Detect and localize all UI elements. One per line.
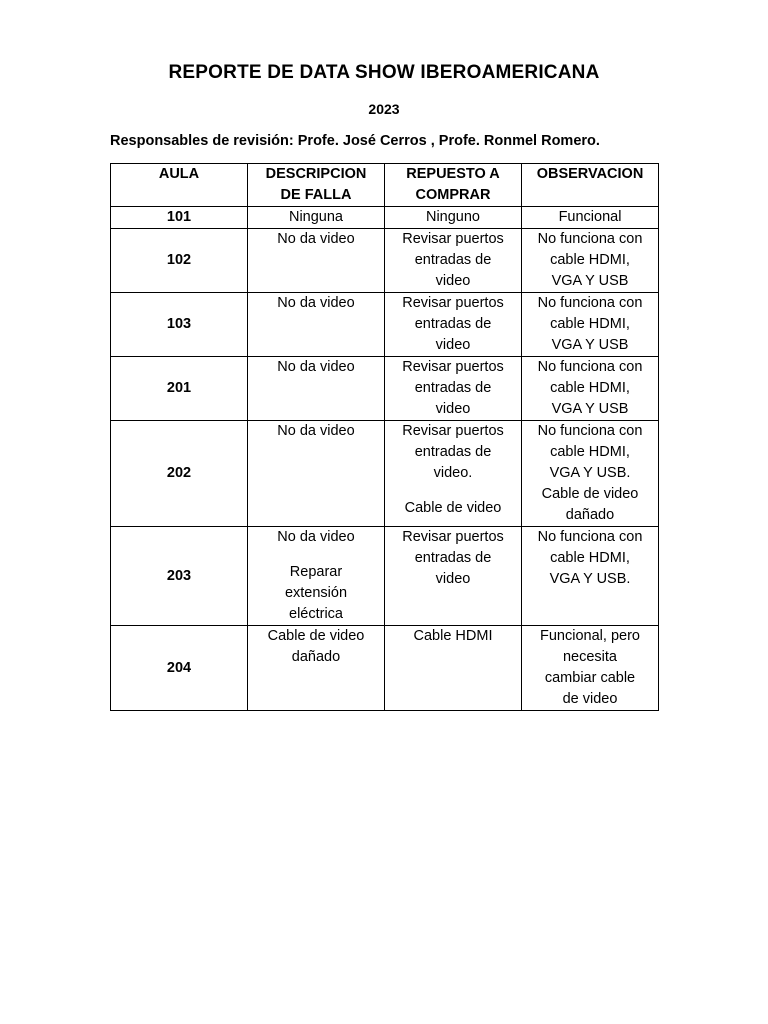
header-repuesto <box>385 164 522 207</box>
cell-text-line: No funciona con <box>537 529 643 545</box>
cell-repuesto <box>385 357 522 421</box>
cell-text-line: video <box>435 571 471 587</box>
cell-text-line: Cable de video <box>404 500 502 516</box>
header-observacion <box>522 164 659 207</box>
table-row <box>111 626 659 711</box>
cell-repuesto <box>385 527 522 626</box>
cell-text-line: cable HDMI, <box>550 444 630 460</box>
table-row <box>111 527 659 626</box>
cell-repuesto <box>385 207 522 229</box>
cell-text-line: DESCRIPCION <box>265 166 367 182</box>
cell-text-line: REPUESTO A <box>406 166 500 182</box>
cell-text-line: COMPRAR <box>415 187 491 203</box>
cell-text-line: Revisar puertos <box>402 231 504 247</box>
cell-text-line: VGA Y USB <box>551 401 629 417</box>
cell-text-line: Reparar <box>289 564 343 580</box>
cell-text-line: cambiar cable <box>544 670 636 686</box>
cell-text-line: cable HDMI, <box>550 550 630 566</box>
table-row <box>111 293 659 357</box>
cell-text-line: Ninguna <box>288 209 343 225</box>
cell-text-line: Cable de video <box>267 628 365 644</box>
cell-text-line: Revisar puertos <box>402 295 504 311</box>
cell-text-line: Funcional, pero <box>540 628 640 644</box>
cell-text-line: cable HDMI, <box>550 252 630 268</box>
cell-text-line: video <box>435 401 471 417</box>
cell-aula: 203 <box>111 527 248 626</box>
cell-spacer <box>252 548 380 562</box>
cell-text-line: entradas de <box>414 550 492 566</box>
cell-repuesto <box>385 229 522 293</box>
header-descripcion <box>248 164 385 207</box>
cell-text-line: dañado <box>565 507 615 523</box>
cell-text-line: No da video <box>277 359 355 375</box>
cell-aula: 201 <box>111 357 248 421</box>
cell-text-line: No funciona con <box>537 359 643 375</box>
cell-observacion <box>522 229 659 293</box>
cell-aula: 103 <box>111 293 248 357</box>
cell-text-line: video <box>435 337 471 353</box>
cell-text-line: Revisar puertos <box>402 359 504 375</box>
cell-repuesto <box>385 421 522 527</box>
cell-text-line: No da video <box>277 423 355 439</box>
cell-text-line: cable HDMI, <box>550 380 630 396</box>
cell-text-line: No da video <box>277 295 355 311</box>
cell-text-line: No da video <box>277 529 355 545</box>
cell-observacion <box>522 527 659 626</box>
cell-text-line: necesita <box>562 649 617 665</box>
cell-text-line: DE FALLA <box>280 187 352 203</box>
cell-text-line: entradas de <box>414 380 492 396</box>
document-year: 2023 <box>368 101 400 117</box>
cell-text-line: Funcional <box>558 209 622 225</box>
header-aula <box>111 164 248 207</box>
cell-text-line: video <box>435 273 471 289</box>
cell-descripcion <box>248 357 385 421</box>
table-row <box>111 229 659 293</box>
cell-observacion <box>522 421 659 527</box>
table-header-row <box>111 164 659 207</box>
document-title: REPORTE DE DATA SHOW IBEROAMERICANA <box>168 62 600 83</box>
cell-text-line: cable HDMI, <box>550 316 630 332</box>
cell-observacion <box>522 207 659 229</box>
cell-text-line: entradas de <box>414 444 492 460</box>
responsables-line: Responsables de revisión: Profe. José Cerros , Profe. Ronmel Romero. <box>110 133 600 149</box>
cell-descripcion <box>248 293 385 357</box>
cell-observacion <box>522 357 659 421</box>
cell-text-line: Cable de video <box>541 486 639 502</box>
table-row <box>111 207 659 229</box>
cell-aula: 102 <box>111 229 248 293</box>
cell-spacer <box>389 484 517 498</box>
cell-text-line: entradas de <box>414 316 492 332</box>
cell-text-line: OBSERVACION <box>536 166 644 182</box>
cell-text-line: Cable HDMI <box>413 628 493 644</box>
cell-text-line: Revisar puertos <box>402 529 504 545</box>
cell-text-line: VGA Y USB <box>551 273 629 289</box>
cell-text-line: No da video <box>277 231 355 247</box>
cell-text-line: eléctrica <box>289 606 343 622</box>
cell-text-line: No funciona con <box>537 231 643 247</box>
cell-descripcion <box>248 207 385 229</box>
cell-text-line: AULA <box>158 166 200 182</box>
cell-descripcion <box>248 421 385 527</box>
cell-repuesto <box>385 293 522 357</box>
cell-text-line: VGA Y USB. <box>549 571 631 587</box>
cell-aula: 101 <box>111 207 248 229</box>
cell-text-line: Ninguno <box>425 209 480 225</box>
cell-text-line: No funciona con <box>537 423 643 439</box>
cell-aula: 202 <box>111 421 248 527</box>
cell-text-line: VGA Y USB. <box>549 465 631 481</box>
cell-descripcion <box>248 229 385 293</box>
table-body <box>111 207 659 711</box>
cell-observacion <box>522 626 659 711</box>
report-table <box>110 163 659 711</box>
cell-observacion <box>522 293 659 357</box>
table-row <box>111 357 659 421</box>
cell-text-line: dañado <box>291 649 341 665</box>
cell-text-line: extensión <box>284 585 348 601</box>
cell-aula: 204 <box>111 626 248 711</box>
cell-text-line: video. <box>433 465 473 481</box>
cell-text-line: Revisar puertos <box>402 423 504 439</box>
cell-text-line: No funciona con <box>537 295 643 311</box>
cell-text-line: entradas de <box>414 252 492 268</box>
cell-text-line: de video <box>562 691 618 707</box>
table-row <box>111 421 659 527</box>
cell-descripcion <box>248 527 385 626</box>
cell-text-line: VGA Y USB <box>551 337 629 353</box>
cell-descripcion <box>248 626 385 711</box>
cell-repuesto <box>385 626 522 711</box>
